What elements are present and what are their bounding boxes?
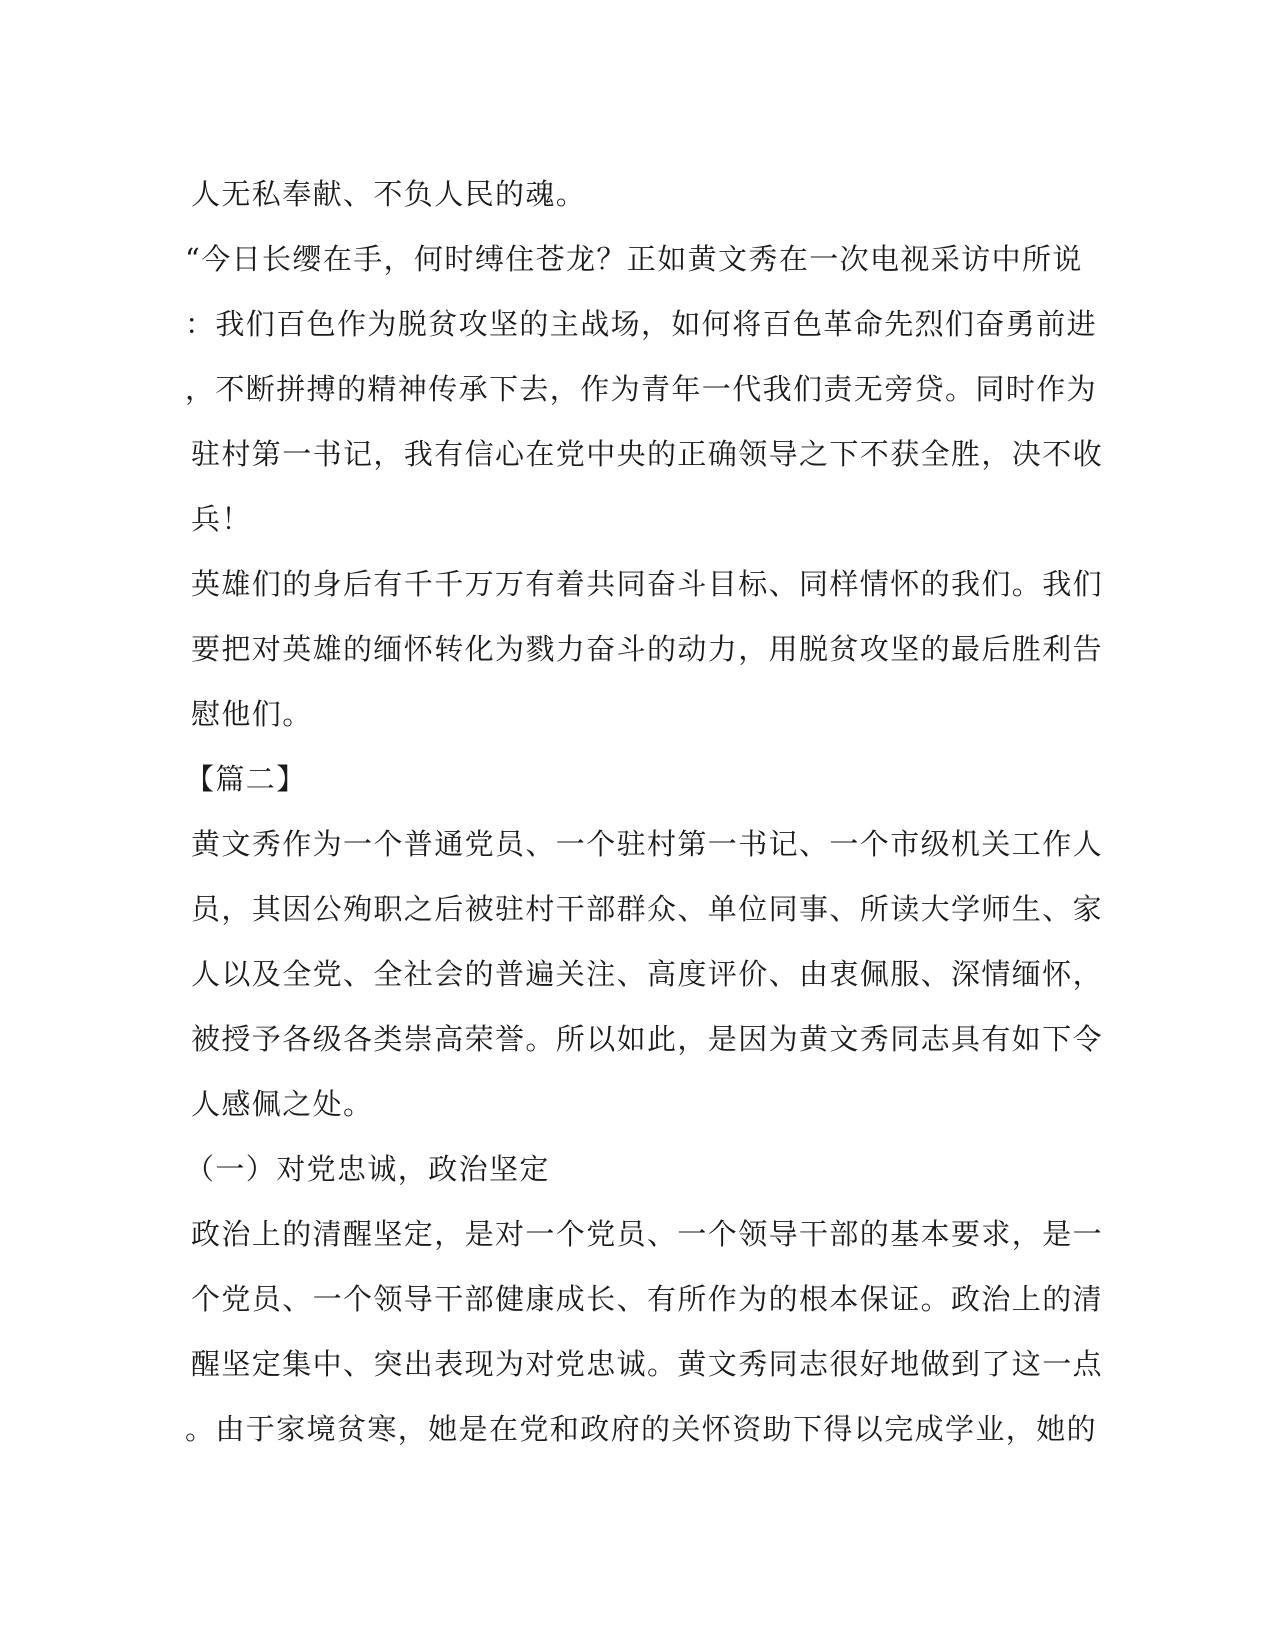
subsection-heading: （一）对党忠诚，政治坚定 <box>185 1152 550 1186</box>
text-line: 人感佩之处。 <box>191 1087 374 1121</box>
text-line: 政治上的清醒坚定，是对一个党员、一个领导干部的基本要求，是一 <box>191 1217 1104 1251</box>
text-line: ，不断拼搏的精神传承下去，作为青年一代我们责无旁贷。同时作为 <box>185 372 1098 406</box>
text-line: 人无私奉献、不负人民的魂。 <box>191 177 587 211</box>
text-line: 。由于家境贫寒，她是在党和政府的关怀资助下得以完成学业，她的 <box>185 1412 1098 1446</box>
text-line: 被授予各级各类崇高荣誉。所以如此，是因为黄文秀同志具有如下令 <box>191 1022 1104 1056</box>
document-body <box>185 162 1104 1462</box>
text-line: 要把对英雄的缅怀转化为戮力奋斗的动力，用脱贫攻坚的最后胜利告 <box>191 632 1104 666</box>
text-line: 英雄们的身后有千千万万有着共同奋斗目标、同样情怀的我们。我们 <box>191 567 1104 601</box>
text-line: “今日长缨在手，何时缚住苍龙？正如黄文秀在一次电视采访中所说 <box>185 242 1083 276</box>
section-heading: 【篇二】 <box>185 762 307 796</box>
text-line: 驻村第一书记，我有信心在党中央的正确领导之下不获全胜，决不收 <box>191 437 1104 471</box>
text-line: 醒坚定集中、突出表现为对党忠诚。黄文秀同志很好地做到了这一点 <box>191 1347 1104 1381</box>
text-line: 员，其因公殉职之后被驻村干部群众、单位同事、所读大学师生、家 <box>191 892 1104 926</box>
text-line: ：我们百色作为脱贫攻坚的主战场，如何将百色革命先烈们奋勇前进 <box>185 307 1098 341</box>
text-line: 个党员、一个领导干部健康成长、有所作为的根本保证。政治上的清 <box>191 1282 1104 1316</box>
text-line: 人以及全党、全社会的普遍关注、高度评价、由衷佩服、深情缅怀， <box>191 957 1104 991</box>
text-line: 兵！ <box>191 502 252 536</box>
text-line: 慰他们。 <box>191 697 313 731</box>
text-line: 黄文秀作为一个普通党员、一个驻村第一书记、一个市级机关工作人 <box>191 827 1104 861</box>
